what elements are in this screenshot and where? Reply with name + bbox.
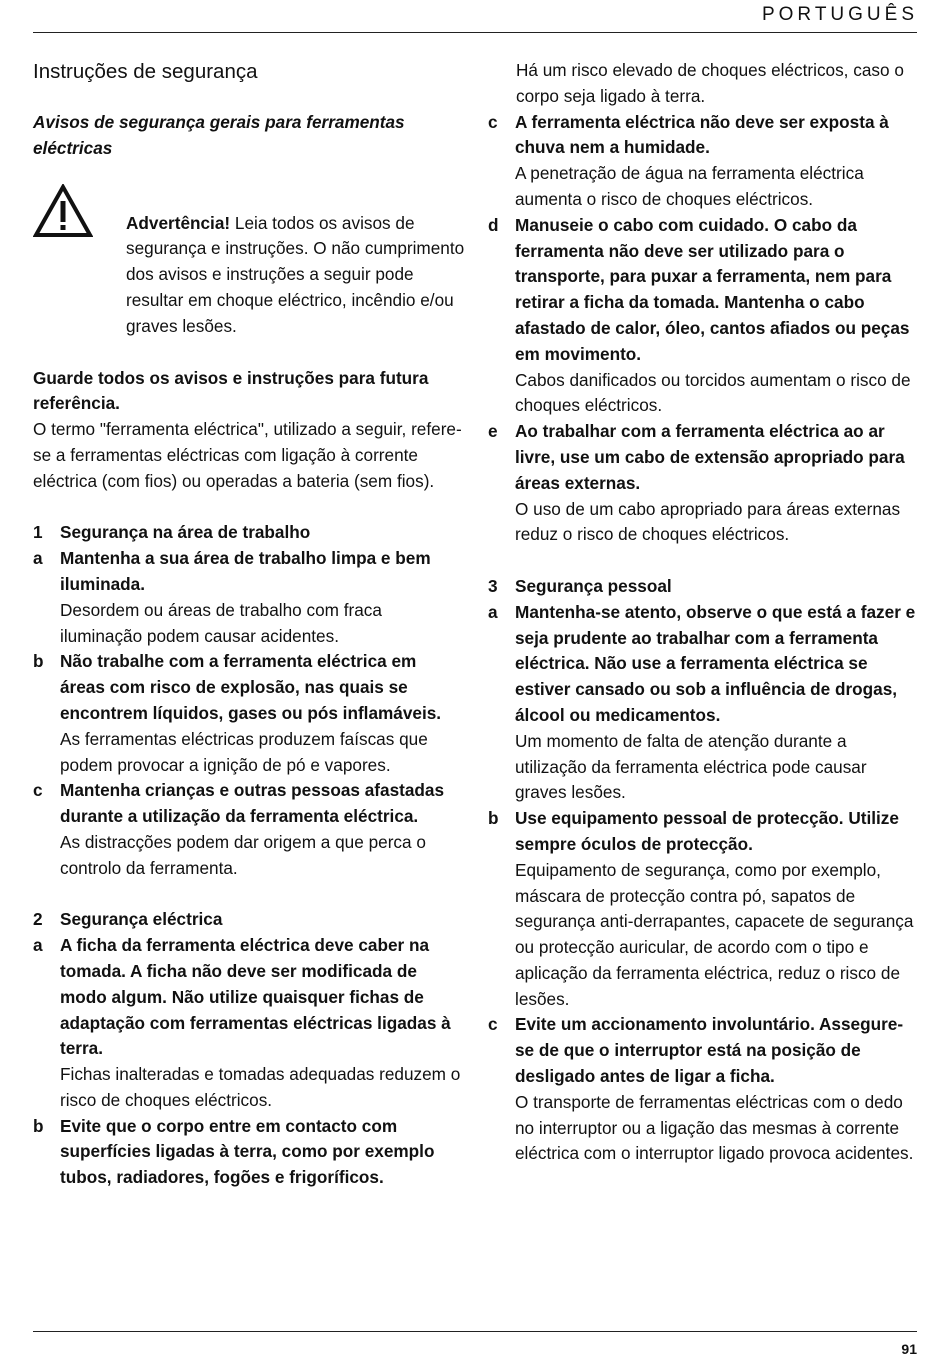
list-item: b Use equipamento pessoal de protecção. Utilize sempre óculos de protecção. Equipamento de segurança, como por exemplo, máscara de protecção contra pó, sapatos de segurança anti-derrapantes, capacete de segurança ou protecção auricular, de acordo com o tipo e aplicação da ferramenta eléctrica, reduz o risco de lesões. [488, 808, 914, 1009]
warning-paragraph [126, 184, 465, 340]
section-heading: 2 Segurança eléctrica [33, 909, 223, 930]
list-item: d Manuseie o cabo com cuidado. O cabo da ferramenta não deve ser utilizado para o transporte, para puxar a ferramenta, nem para retirar a ficha da tomada. Mantenha o cabo afastado de calor, óleo, cantos afiados ou peças em movimento. Cabos danificados ou torcidos aumentam o risco de choques eléctricos. [488, 214, 911, 416]
list-item: a Mantenha a sua área de trabalho limpa e bem iluminada. Desordem ou áreas de trabalho com fraca iluminação podem causar acidentes. [33, 548, 431, 646]
warning-label: Advertência! [126, 212, 231, 233]
page-title: Instruções de segurança [33, 60, 258, 83]
section-heading: 3 Segurança pessoal [488, 575, 672, 596]
continued-text: Há um risco elevado de choques eléctricos, caso o corpo seja ligado à terra. [516, 60, 904, 106]
warning-block [33, 184, 465, 340]
list-item: b Não trabalhe com a ferramenta eléctrica em áreas com risco de explosão, nas quais se encontrem líquidos, gases ou pós inflamáveis. As ferramentas eléctricas produzem faíscas que podem provocar a ignição de pó e vapores. [33, 651, 442, 775]
header-rule [33, 32, 917, 33]
list-item: b Evite que o corpo entre em contacto com superfícies ligadas à terra, como por exemplo tubos, radiadores, fogões e frigoríficos. [33, 1115, 435, 1188]
warning-triangle-icon [33, 184, 93, 238]
keep-heading: Guarde todos os avisos e instruções para futura referência. [33, 367, 429, 414]
list-item: c Evite um accionamento involuntário. Assegure-se de que o interruptor está na posição de desligado antes de ligar a ficha. O transporte de ferramentas eléctricas com o dedo no interruptor ou a ligação das mesmas à corrente eléctrica com o interruptor ligado provoca acidentes. [488, 1014, 914, 1164]
list-item: e Ao trabalhar com a ferramenta eléctrica ao ar livre, use um cabo de extensão apropriado para áreas externas. O uso de um cabo apropriado para áreas externas reduz o risco de choques eléctricos. [488, 421, 905, 545]
footer-rule [33, 1331, 917, 1332]
page-number: 91 [901, 1341, 917, 1357]
list-item: a Mantenha-se atento, observe o que está a fazer e seja prudente ao trabalhar com a ferramenta eléctrica. Não use a ferramenta eléctrica se estiver cansado ou sob a influência de drogas, álcool ou medicamentos. Um momento de falta de atenção durante a utilização da ferramenta eléctrica pode causar graves lesões. [488, 601, 916, 803]
section-heading: 1 Segurança na área de trabalho [33, 522, 311, 543]
warning-text: Leia todos os avisos de segurança e instruções. O não cumprimento dos avisos e instruções a seguir pode resultar em choque eléctrico, incêndio e/ou graves lesões. [126, 212, 465, 336]
left-column [33, 58, 465, 1191]
keep-text: O termo "ferramenta eléctrica", utilizado a seguir, refere-se a ferramentas eléctricas com ligação à corrente eléctrica (com fios) ou operadas a bateria (sem fios). [33, 419, 462, 491]
right-column [488, 58, 920, 1167]
list-item: c A ferramenta eléctrica não deve ser exposta à chuva nem a humidade. A penetração de água na ferramenta eléctrica aumenta o risco de choques eléctricos. [488, 111, 889, 209]
list-item: a A ficha da ferramenta eléctrica deve caber na tomada. A ficha não deve ser modificada de modo algum. Não utilize quaisquer fichas de adaptação com ferramentas eléctricas ligadas à terra. Fichas inalteradas e tomadas adequadas reduzem o risco de choques eléctricos. [33, 935, 461, 1110]
list-item: c Mantenha crianças e outras pessoas afastadas durante a utilização da ferramenta eléctrica. As distracções podem dar origem a que perca o controlo da ferramenta. [33, 780, 445, 878]
section-subtitle: Avisos de segurança gerais para ferramentas eléctricas [33, 112, 405, 158]
language-label: PORTUGUÊS [761, 4, 918, 25]
